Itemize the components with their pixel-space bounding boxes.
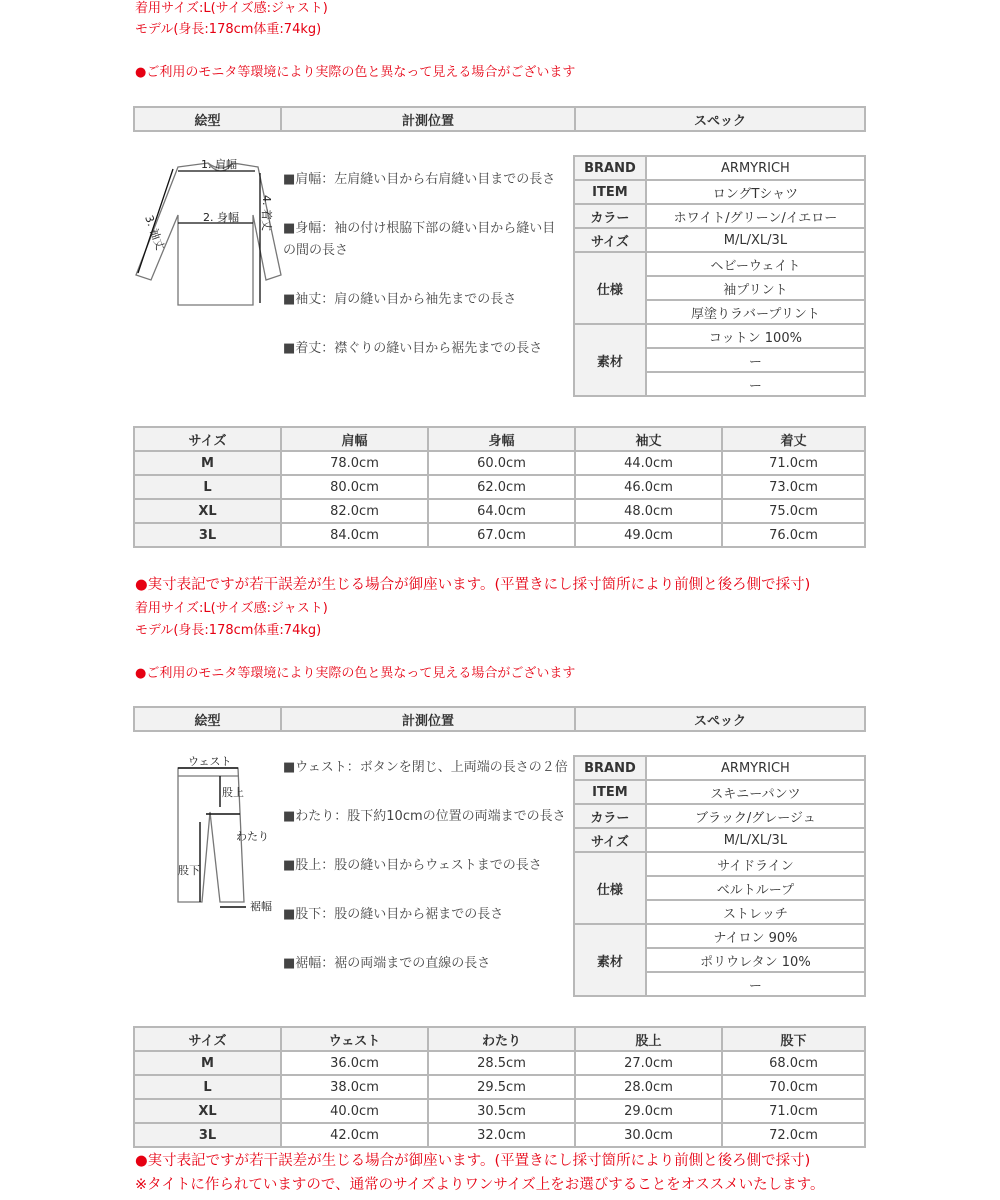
model-note: モデル(身長:178cm体重:74kg) [135,22,322,37]
measurement-error-note: ●実寸表記ですが若干誤差が生じる場合が御座います。(平置きにし採寸箇所により前側と後ろ側で採寸) [135,1153,811,1169]
spec-color: ホワイト/グリーン/イエロー [646,204,865,228]
shirt-label-length: 4. 着丈 [260,195,273,231]
spec-brand: ARMYRICH [646,156,865,180]
desc-body: ■身幅：袖の付け根脇下部の縫い目から縫い目の間の長さ [283,221,556,258]
size-col-header: サイズ [134,1027,281,1051]
size-cell: 30.5cm [428,1099,575,1123]
spec-brand-key: BRAND [574,156,646,180]
shirt-figure [133,155,283,315]
spec-brand-key: BRAND [574,756,646,780]
spec-brand: ARMYRICH [646,756,865,780]
spec-material-2: ー [646,348,865,372]
spec-material-1: ナイロン 90% [646,924,865,948]
size-cell: 60.0cm [428,451,575,475]
size-col-header: 肩幅 [281,427,428,451]
size-cell: 84.0cm [281,523,428,547]
size-col-header: 身幅 [428,427,575,451]
spec-material-3: ー [646,972,865,996]
size-cell: 48.0cm [575,499,722,523]
shirt-measure-desc [283,169,568,387]
table-row [134,475,865,499]
spec-size-key: サイズ [574,228,646,252]
size-col-header: ウェスト [281,1027,428,1051]
header-spec: スペック [575,107,865,131]
size-col-header: わたり [428,1027,575,1051]
spec-material-1: コットン 100% [646,324,865,348]
model-note: モデル(身長:178cm体重:74kg) [135,623,322,638]
size-cell: 68.0cm [722,1051,865,1075]
spec-spec-1: ヘビーウェイト [646,252,865,276]
desc-inseam: ■股下：股の縫い目から裾までの長さ [283,907,504,922]
size-cell: 82.0cm [281,499,428,523]
size-cell: L [134,1075,281,1099]
desc-shoulder: ■肩幅：左肩縫い目から右肩縫い目までの長さ [283,172,556,187]
pants-label-hem: 裾幅 [250,900,272,913]
table-row [134,1075,865,1099]
desc-thigh: ■わたり：股下約10cmの位置の両端までの長さ [283,809,566,824]
spec-size: M/L/XL/3L [646,228,865,252]
size-cell: 71.0cm [722,451,865,475]
size-col-header: サイズ [134,427,281,451]
header-measure: 計測位置 [281,707,575,731]
spec-spec-1: サイドライン [646,852,865,876]
spec-material-key: 素材 [574,324,646,396]
size-cell: 72.0cm [722,1123,865,1147]
size-cell: 78.0cm [281,451,428,475]
size-cell: L [134,475,281,499]
size-cell: 28.5cm [428,1051,575,1075]
spec-item-key: ITEM [574,780,646,804]
spec-size-key: サイズ [574,828,646,852]
table-row [134,1051,865,1075]
shirt-header-table [133,106,866,132]
spec-item-key: ITEM [574,180,646,204]
size-cell: 40.0cm [281,1099,428,1123]
tight-fit-note: ※タイトに作られていますので、通常のサイズよりワンサイズ上をお選びすることをオススメいたします。 [135,1177,825,1193]
shirt-label-shoulder: 1. 肩幅 [201,158,237,171]
size-cell: XL [134,1099,281,1123]
shirt-spec-table [573,155,866,397]
size-cell: M [134,1051,281,1075]
size-cell: XL [134,499,281,523]
size-cell: 32.0cm [428,1123,575,1147]
size-col-header: 袖丈 [575,427,722,451]
spec-spec-3: 厚塗りラバープリント [646,300,865,324]
pants-measure-desc [283,757,568,1002]
spec-color-key: カラー [574,804,646,828]
size-cell: 75.0cm [722,499,865,523]
size-col-header: 股下 [722,1027,865,1051]
size-cell: 28.0cm [575,1075,722,1099]
size-cell: 80.0cm [281,475,428,499]
wear-size-note: 着用サイズ:L(サイズ感:ジャスト) [135,1,328,16]
pants-label-inseam: 股下 [178,864,200,877]
size-cell: 49.0cm [575,523,722,547]
header-figure: 絵型 [134,707,281,731]
table-row [134,451,865,475]
desc-rise: ■股上：股の縫い目からウェストまでの長さ [283,858,542,873]
pants-figure [160,752,280,920]
measurement-error-note: ●実寸表記ですが若干誤差が生じる場合が御座います。(平置きにし採寸箇所により前側と後ろ側で採寸) [135,577,811,593]
desc-waist: ■ウェスト：ボタンを閉じ、上両端の長さの２倍 [283,760,568,775]
spec-item: ロングTシャツ [646,180,865,204]
pants-header-table [133,706,866,732]
header-spec: スペック [575,707,865,731]
size-cell: 42.0cm [281,1123,428,1147]
size-cell: 44.0cm [575,451,722,475]
size-cell: 62.0cm [428,475,575,499]
monitor-note: ●ご利用のモニタ等環境により実際の色と異なって見える場合がございます [135,666,576,681]
spec-color: ブラック/グレージュ [646,804,865,828]
size-cell: 29.0cm [575,1099,722,1123]
size-cell: 70.0cm [722,1075,865,1099]
spec-item: スキニーパンツ [646,780,865,804]
spec-material-key: 素材 [574,924,646,996]
desc-length: ■着丈：襟ぐりの縫い目から裾先までの長さ [283,341,543,356]
size-cell: 3L [134,1123,281,1147]
spec-spec-3: ストレッチ [646,900,865,924]
size-cell: 76.0cm [722,523,865,547]
table-row [134,1099,865,1123]
size-cell: 30.0cm [575,1123,722,1147]
shirt-size-table [133,426,866,548]
table-row [134,1123,865,1147]
spec-material-3: ー [646,372,865,396]
spec-color-key: カラー [574,204,646,228]
pants-spec-table [573,755,866,997]
size-cell: 71.0cm [722,1099,865,1123]
size-cell: 36.0cm [281,1051,428,1075]
size-cell: 29.5cm [428,1075,575,1099]
pants-label-waist: ウェスト [188,755,232,768]
shirt-label-sleeve: 3. 袖丈 [142,213,167,252]
size-cell: 27.0cm [575,1051,722,1075]
table-row [134,523,865,547]
header-figure: 絵型 [134,107,281,131]
table-row [134,499,865,523]
size-cell: 38.0cm [281,1075,428,1099]
spec-spec-2: 袖プリント [646,276,865,300]
monitor-note: ●ご利用のモニタ等環境により実際の色と異なって見える場合がございます [135,65,576,80]
spec-spec-2: ベルトループ [646,876,865,900]
size-cell: M [134,451,281,475]
spec-size: M/L/XL/3L [646,828,865,852]
wear-size-note: 着用サイズ:L(サイズ感:ジャスト) [135,601,328,616]
desc-sleeve: ■袖丈：肩の縫い目から袖先までの長さ [283,292,517,307]
size-cell: 64.0cm [428,499,575,523]
header-measure: 計測位置 [281,107,575,131]
pants-label-thigh: わたり [236,830,269,843]
size-cell: 46.0cm [575,475,722,499]
spec-material-2: ポリウレタン 10% [646,948,865,972]
desc-hem: ■裾幅：裾の両端までの直線の長さ [283,956,491,971]
size-col-header: 股上 [575,1027,722,1051]
size-cell: 3L [134,523,281,547]
size-cell: 67.0cm [428,523,575,547]
size-col-header: 着丈 [722,427,865,451]
spec-spec-key: 仕様 [574,852,646,924]
pants-label-rise: 股上 [222,786,244,799]
spec-spec-key: 仕様 [574,252,646,324]
shirt-label-body: 2. 身幅 [203,211,239,224]
size-cell: 73.0cm [722,475,865,499]
pants-size-table [133,1026,866,1148]
